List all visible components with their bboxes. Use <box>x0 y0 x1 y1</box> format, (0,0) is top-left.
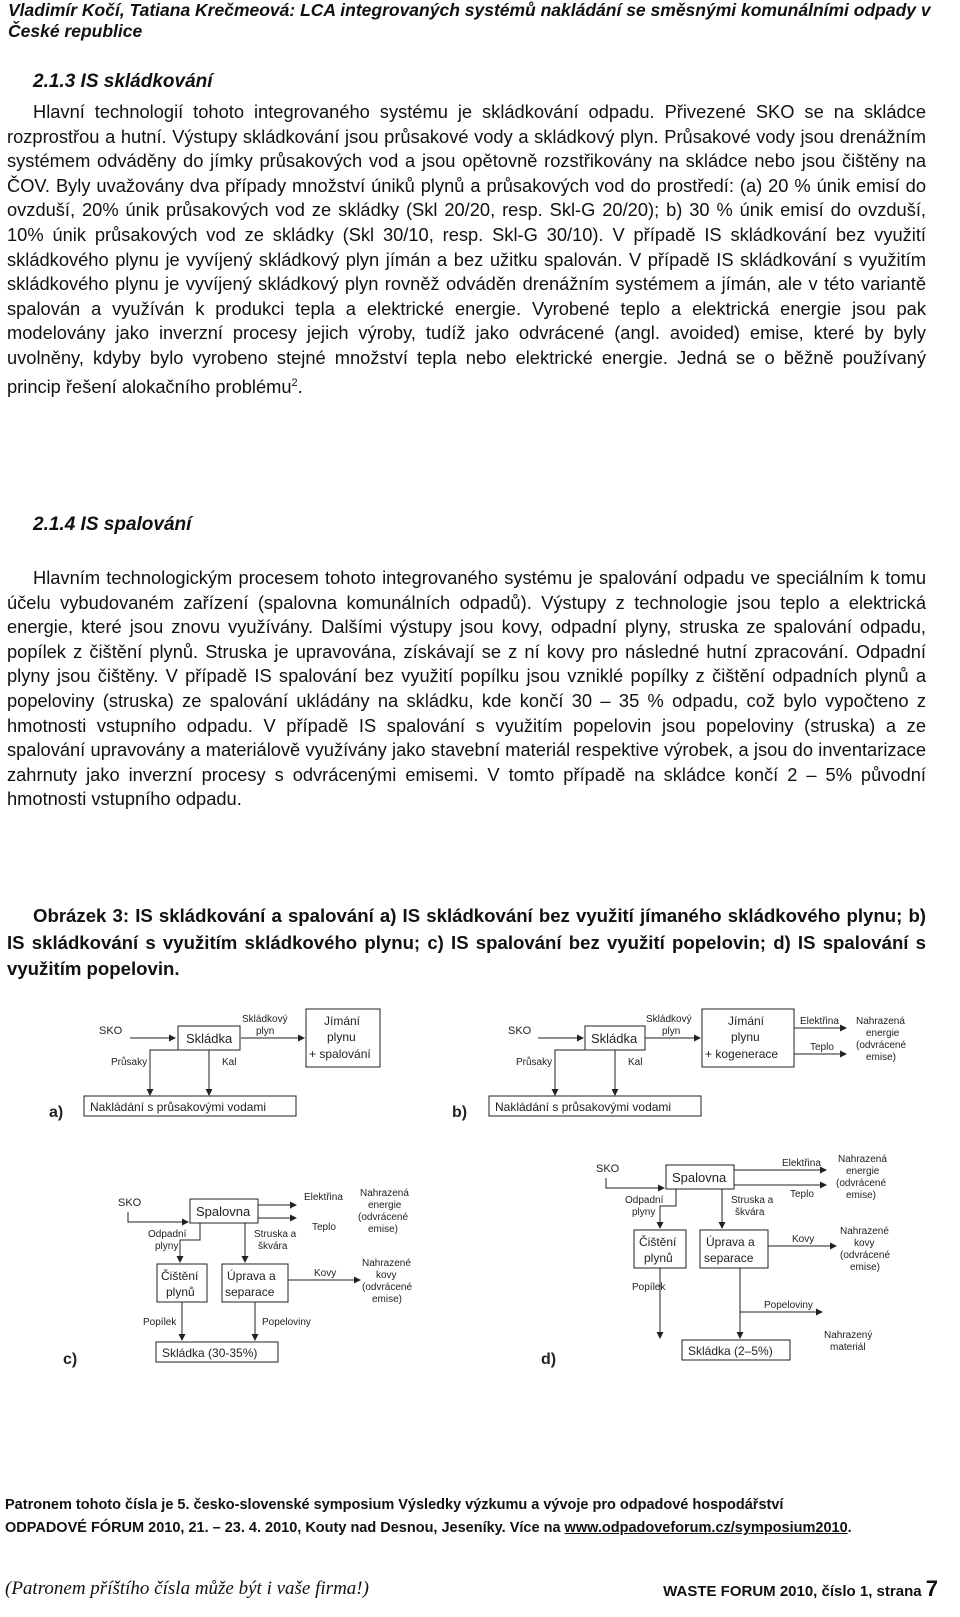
svg-text:(odvrácené: (odvrácené <box>836 1178 887 1189</box>
symposium-link[interactable]: www.odpadoveforum.cz/symposium2010 <box>564 1520 848 1536</box>
b-label: b) <box>452 1104 468 1121</box>
a-label: a) <box>49 1104 64 1121</box>
d-label: d) <box>541 1351 557 1368</box>
svg-text:emise): emise) <box>372 1294 403 1305</box>
svg-text:Spalovna: Spalovna <box>672 1170 727 1185</box>
svg-text:plyn: plyn <box>662 1026 681 1037</box>
svg-text:(odvrácené: (odvrácené <box>840 1250 891 1261</box>
svg-text:kovy: kovy <box>854 1238 875 1249</box>
svg-text:Čištění: Čištění <box>639 1235 677 1249</box>
footnote-ref[interactable]: 2 <box>291 376 298 389</box>
journal-info: WASTE FORUM 2010, číslo 1, strana 7 <box>663 1576 938 1601</box>
svg-text:Nahrazené: Nahrazené <box>840 1226 889 1237</box>
svg-text:SKO: SKO <box>596 1163 620 1175</box>
svg-text:plynu: plynu <box>327 1030 356 1044</box>
footer-line-2: ODPADOVÉ FÓRUM 2010, 21. – 23. 4. 2010, Kouty nad Desnou, Jeseníky. Více na www.odpadoveforum.cz/symposium2010. <box>5 1520 852 1536</box>
section-2-1-3-paragraph: Hlavní technologií tohoto integrovaného systému je skládkování odpadu. Přivezené SKO se na skládce rozprostřou a hutní. Výstupy skládkování jsou průsakové vody a skládkový plyn. Průsakové vody jsou drenážním systémem odváděny do jímky průsakových vod a jsou opětovně rozstřikovány na skládce nebo jsou čištěny na ČOV. Byly uvažovány dva případy množství úniků plynů a průsakových vod do prostředí: (a) 20 % únik emisí do ovzduší, 20% únik průsakových vod ze skládky (Skl 20/20, resp. Skl-G 20/20); b) 30 % únik emisí do ovzduší, 10% únik průsakových vod ze skládky (Skl 30/10, resp. Skl-G 30/10). V případě IS skládkování bez využití skládkového plynu je vyvíjený skládkový plyn jímán a bez užitku spalován. V případě IS skládkování s využitím skládkového plynu je vyvíjený skládkový plyn rovněž odváděn drenážním systémem a jímán, ale v této variantě spalován a využíván k produkci tepla a elektrické energie. Vyrobené teplo a elektrická energie jsou pak modelovány jako inverzní procesy jejich výroby, tudíž jako odvrácené (angl. avoided) emise, které by byly uvolněny, kdyby bylo vyrobeno stejné množství tepla nebo elektrické energie. Jedná se o běžně používaný princip řešení alokačního problému$^2$. <box>7 101 926 397</box>
svg-text:plyn: plyn <box>256 1026 275 1037</box>
svg-text:Struska a: Struska a <box>731 1195 774 1206</box>
diagram-d <box>541 1154 890 1368</box>
svg-text:plyny: plyny <box>155 1241 179 1252</box>
svg-text:Skládka: Skládka <box>591 1031 638 1046</box>
svg-text:Jímání: Jímání <box>324 1014 361 1028</box>
svg-text:+ kogenerace: + kogenerace <box>705 1047 779 1061</box>
svg-text:plynů: plynů <box>166 1285 195 1299</box>
svg-text:Průsaky: Průsaky <box>516 1057 553 1068</box>
svg-text:emise): emise) <box>368 1224 399 1235</box>
svg-text:Nakládání s průsakovými vodami: Nakládání s průsakovými vodami <box>90 1100 267 1114</box>
running-header: Vladimír Kočí, Tatiana Krečmeová: LCA integrovaných systémů nakládání se směsnými komunálními odpady v České republice <box>8 0 931 41</box>
svg-text:plynů: plynů <box>644 1251 673 1265</box>
svg-text:plyny: plyny <box>632 1207 656 1218</box>
svg-text:Nakládání s průsakovými vodami: Nakládání s průsakovými vodami <box>495 1100 672 1114</box>
svg-text:Nahrazená: Nahrazená <box>856 1016 905 1027</box>
svg-text:energie: energie <box>368 1200 402 1211</box>
svg-text:(odvrácené: (odvrácené <box>856 1040 907 1051</box>
c-label: c) <box>63 1351 78 1368</box>
patron-note: (Patronem příštího čísla může být i vaše firma!) <box>5 1578 369 1599</box>
svg-text:Nahrazený: Nahrazený <box>824 1330 873 1341</box>
svg-text:kovy: kovy <box>376 1270 397 1281</box>
svg-text:separace: separace <box>225 1285 275 1299</box>
section-2-1-4-paragraph: Hlavním technologickým procesem tohoto integrovaného systému je spalování odpadu ve speciálním k tomu účelu vybudovaném zařízení (spalovna komunálních odpadů). Výstupy z technologie jsou teplo a elektrická energie, které jsou znovu využívány. Dalšími výstupy jsou kovy, odpadní plyny, struska ze spalování odpadu, popílek z čištění plynů. Struska je upravována, získávají se z ní kovy pro následné hutní zpracování. Odpadní plyny jsou čištěny. V případě IS spalování bez využití popílku jsou vzniklé popílky z čištění odpadních plynů a popeloviny (struska) ze spalování ukládány na skládku, kde končí 30 – 35 % odpadu, což bylo vypočteno z hmotnosti vstupního odpadu. V případě IS spalování s využitím popelovin jsou popeloviny (struska) a ze spalování upravovány a materiálově využívány jako stavební materiál respektive výrobek, a jsou do inventarizace zahrnuty jako inverzní procesy s odvrácenými emisemi. V tomto případě na skládce končí 2 – 5% původní hmotnosti vstupního odpadu. <box>7 567 926 810</box>
svg-text:Nahrazená: Nahrazená <box>360 1188 409 1199</box>
svg-text:Kal: Kal <box>628 1057 643 1068</box>
svg-text:Elektřina: Elektřina <box>782 1158 821 1169</box>
svg-text:Struska a: Struska a <box>254 1229 297 1240</box>
svg-text:Teplo: Teplo <box>810 1042 834 1053</box>
svg-text:Popílek: Popílek <box>632 1282 666 1293</box>
footer-line-1: Patronem tohoto čísla je 5. česko-slovenské symposium Výsledky výzkumu a vývoje pro odpadové hospodářství <box>5 1497 784 1513</box>
svg-text:Kovy: Kovy <box>792 1234 815 1245</box>
svg-text:Průsaky: Průsaky <box>111 1057 148 1068</box>
figure-caption: Obrázek 3: IS skládkování a spalování a) IS skládkování bez využití jímaného skládkového plynu; b) IS skládkování s využitím skládkového plynu; c) IS spalování bez využití popelovin; d) IS spalování s využitím popelovin. <box>7 905 926 979</box>
svg-text:emise): emise) <box>866 1052 897 1063</box>
diagram-c <box>63 1188 412 1368</box>
diagram-a <box>49 1009 380 1121</box>
svg-text:Kovy: Kovy <box>314 1268 337 1279</box>
svg-text:Skládka (30-35%): Skládka (30-35%) <box>162 1346 258 1360</box>
a-sko-label: SKO <box>99 1025 123 1037</box>
svg-text:Nahrazená: Nahrazená <box>838 1154 887 1165</box>
svg-text:(odvrácené: (odvrácené <box>362 1282 413 1293</box>
section-heading-2-1-4: 2.1.4 IS spalování <box>33 514 192 535</box>
svg-text:Odpadní: Odpadní <box>148 1229 187 1240</box>
svg-text:Popílek: Popílek <box>143 1317 177 1328</box>
svg-text:Spalovna: Spalovna <box>196 1204 251 1219</box>
svg-text:Úprava a: Úprava a <box>227 1269 276 1283</box>
svg-text:plynu: plynu <box>731 1030 760 1044</box>
svg-text:Nahrazené: Nahrazené <box>362 1258 411 1269</box>
svg-text:Popeloviny: Popeloviny <box>262 1317 311 1328</box>
svg-text:Skládkový: Skládkový <box>646 1014 692 1025</box>
svg-text:SKO: SKO <box>508 1025 532 1037</box>
svg-text:(odvrácené: (odvrácené <box>358 1212 409 1223</box>
svg-text:Elektřina: Elektřina <box>800 1016 839 1027</box>
svg-text:materiál: materiál <box>830 1342 866 1353</box>
svg-text:škvára: škvára <box>258 1241 288 1252</box>
svg-text:SKO: SKO <box>118 1197 142 1209</box>
svg-text:Elektřina: Elektřina <box>304 1192 343 1203</box>
svg-text:Čištění: Čištění <box>161 1269 199 1283</box>
svg-text:+ spalování: + spalování <box>309 1047 371 1061</box>
svg-text:energie: energie <box>846 1166 880 1177</box>
svg-text:emise): emise) <box>846 1190 877 1201</box>
svg-text:Jímání: Jímání <box>728 1014 765 1028</box>
page-number: 7 <box>925 1576 938 1601</box>
svg-text:Skládka (2–5%): Skládka (2–5%) <box>688 1344 773 1358</box>
svg-text:Odpadní: Odpadní <box>625 1195 664 1206</box>
svg-text:Popeloviny: Popeloviny <box>764 1300 813 1311</box>
section-heading-2-1-3: 2.1.3 IS skládkování <box>33 71 213 92</box>
svg-text:Teplo: Teplo <box>790 1189 814 1200</box>
svg-text:škvára: škvára <box>735 1207 765 1218</box>
svg-text:Úprava a: Úprava a <box>706 1235 755 1249</box>
svg-text:Teplo: Teplo <box>312 1222 336 1233</box>
svg-text:emise): emise) <box>850 1262 881 1273</box>
svg-text:Kal: Kal <box>222 1057 237 1068</box>
svg-text:energie: energie <box>866 1028 900 1039</box>
a-skladka-label: Skládka <box>186 1031 233 1046</box>
svg-text:separace: separace <box>704 1251 754 1265</box>
svg-text:Skládkový: Skládkový <box>242 1014 288 1025</box>
diagram-b <box>452 1009 906 1121</box>
